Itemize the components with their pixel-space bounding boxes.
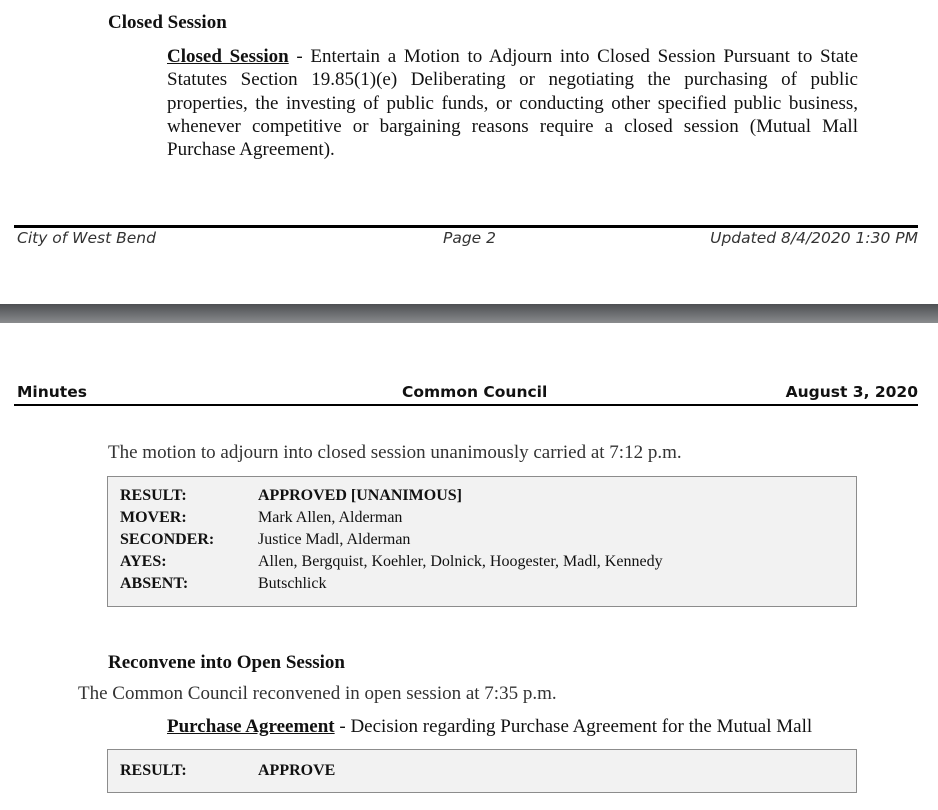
footer-updated: Updated 8/4/2020 1:30 PM xyxy=(710,229,918,247)
closed-session-item-text: - Entertain a Motion to Adjourn into Closed Session Pursuant to State Statutes Section 19.85(1)(e) Deliberating or negotiating the purchasing of public properties, the investing of public funds, or conducting other specified public business, whenever competitive or bargaining reasons require a closed session (Mutual Mall Purchase Agreement). xyxy=(167,46,859,161)
vote-label: MOVER: xyxy=(120,509,187,526)
vote-label: RESULT: xyxy=(120,487,187,504)
vote-label: SECONDER: xyxy=(120,531,215,548)
vote-value: Mark Allen, Alderman xyxy=(258,509,403,526)
purchase-agreement-item xyxy=(167,716,812,738)
vote-value: Butschlick xyxy=(258,575,327,592)
vote-result-box-2 xyxy=(107,749,857,793)
header-rule xyxy=(14,404,918,406)
footer-rule xyxy=(14,225,918,228)
header-council: Common Council xyxy=(402,383,548,401)
footer-city: City of West Bend xyxy=(17,229,156,247)
vote-result-box xyxy=(107,476,857,607)
header-date: August 3, 2020 xyxy=(785,383,918,401)
closed-session-item-title: Closed Session xyxy=(167,46,289,67)
motion-result-text: The motion to adjourn into closed session unanimously carried at 7:12 p.m. xyxy=(108,442,682,463)
closed-session-heading: Closed Session xyxy=(108,12,227,33)
vote-value: APPROVE xyxy=(258,762,336,779)
reconvene-heading: Reconvene into Open Session xyxy=(108,652,345,673)
vote-value: APPROVED [UNANIMOUS] xyxy=(258,487,462,504)
purchase-agreement-text: - Decision regarding Purchase Agreement for the Mutual Mall xyxy=(334,716,813,737)
page-separator xyxy=(0,304,938,323)
reconvene-text: The Common Council reconvened in open session at 7:35 p.m. xyxy=(78,683,557,704)
vote-label: ABSENT: xyxy=(120,575,189,592)
vote-label: RESULT: xyxy=(120,762,187,779)
footer-page-number: Page 2 xyxy=(443,229,497,247)
header-minutes: Minutes xyxy=(17,383,87,401)
vote-value: Justice Madl, Alderman xyxy=(258,531,411,548)
vote-label: AYES: xyxy=(120,553,167,570)
vote-value: Allen, Bergquist, Koehler, Dolnick, Hoogester, Madl, Kennedy xyxy=(258,553,663,570)
closed-session-paragraph xyxy=(167,45,858,161)
purchase-agreement-title: Purchase Agreement xyxy=(167,716,335,737)
